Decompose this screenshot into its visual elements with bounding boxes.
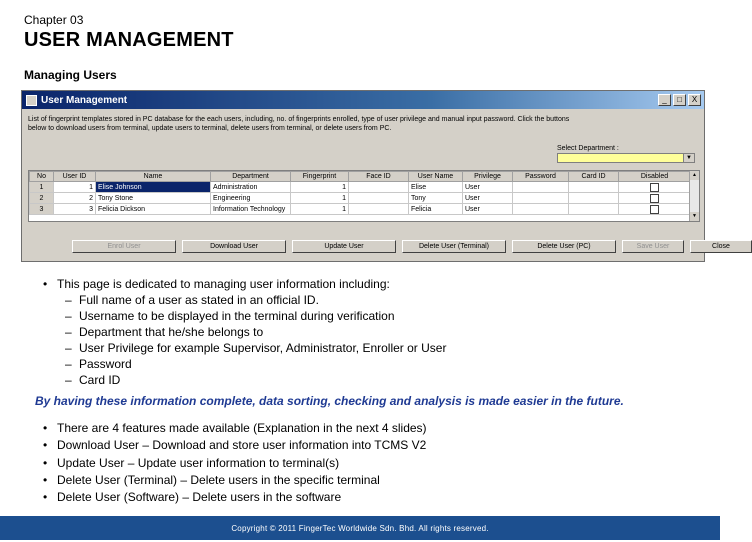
table-row[interactable]: [30, 182, 691, 193]
cell-password[interactable]: [513, 182, 569, 193]
list-item: [43, 472, 427, 489]
col-card-id[interactable]: Card ID: [569, 172, 619, 182]
bullet-icon: •: [43, 472, 48, 487]
list-item-text: Card ID: [79, 373, 121, 387]
list-item-text: Update User – Update user information to terminal(s): [57, 455, 340, 470]
dash-icon: –: [65, 309, 72, 323]
cell-user-id[interactable]: 2: [54, 193, 96, 204]
cell-user-name[interactable]: Tony: [409, 193, 463, 204]
cell-fingerprint: 1: [291, 204, 349, 215]
disabled-checkbox[interactable]: [650, 194, 659, 203]
close-button[interactable]: Close: [690, 240, 752, 253]
cell-no: 1: [30, 182, 54, 193]
cell-name[interactable]: Tony Stone: [96, 193, 211, 204]
dash-icon: –: [65, 325, 72, 339]
department-label: Select Department :: [557, 145, 619, 152]
list-item: [43, 372, 446, 388]
list-item-text: User Privilege for example Supervisor, Administrator, Enroller or User: [79, 341, 447, 355]
minimize-icon[interactable]: _: [658, 94, 671, 106]
cell-disabled: [619, 182, 691, 193]
cell-name[interactable]: Felicia Dickson: [96, 204, 211, 215]
list-item: [43, 308, 446, 324]
table-header-row: [30, 172, 691, 182]
scroll-up-icon[interactable]: ▲: [690, 171, 699, 180]
cell-department[interactable]: Information Technology: [211, 204, 291, 215]
list-item-text: Department that he/she belongs to: [79, 325, 264, 339]
cell-card-id[interactable]: [569, 193, 619, 204]
cell-user-name[interactable]: Felicia: [409, 204, 463, 215]
intro-bullet: [43, 276, 446, 292]
window-controls: [658, 94, 701, 106]
col-user-name[interactable]: User Name: [409, 172, 463, 182]
delete-user-terminal-button[interactable]: Delete User (Terminal): [402, 240, 506, 253]
col-name[interactable]: Name: [96, 172, 211, 182]
chapter-label: Chapter 03: [24, 13, 84, 27]
page-title: USER MANAGEMENT: [24, 29, 234, 51]
col-department[interactable]: Department: [211, 172, 291, 182]
window-titlebar: [22, 91, 704, 109]
window-description: List of fingerprint templates stored in PC database for the each users, including, no. of fingerprints enrolled, type of user privilege and manual input password. Click the buttons below to download users from terminal, update users to terminal, delete users from terminal, or delete users from PC.: [28, 116, 570, 132]
cell-user-id[interactable]: 1: [54, 182, 96, 193]
bullet-icon: •: [43, 277, 48, 291]
close-icon[interactable]: X: [688, 94, 701, 106]
copyright-footer: Copyright © 2011 FingerTec Worldwide Sdn. Bhd. All rights reserved.: [0, 516, 720, 540]
col-user-id[interactable]: User ID: [54, 172, 96, 182]
cell-card-id[interactable]: [569, 182, 619, 193]
cell-user-id[interactable]: 3: [54, 204, 96, 215]
bullet-icon: •: [43, 455, 48, 470]
bullet-icon: •: [43, 421, 48, 435]
delete-user-pc-button[interactable]: Delete User (PC): [512, 240, 616, 253]
col-privilege[interactable]: Privilege: [463, 172, 513, 182]
user-table: [28, 170, 700, 222]
user-management-window: [21, 90, 730, 262]
dash-icon: –: [65, 341, 72, 355]
maximize-icon[interactable]: □: [673, 94, 686, 106]
list-item-text: Password: [79, 357, 132, 371]
list-item-text: Username to be displayed in the terminal during verification: [79, 309, 395, 323]
dash-icon: –: [65, 373, 72, 387]
cell-fingerprint: 1: [291, 193, 349, 204]
cell-card-id[interactable]: [569, 204, 619, 215]
cell-fingerprint: 1: [291, 182, 349, 193]
emphasis-note: By having these information complete, data sorting, checking and analysis is made easier in the future.: [35, 394, 624, 408]
dash-icon: –: [65, 357, 72, 371]
disabled-checkbox[interactable]: [650, 183, 659, 192]
disabled-checkbox[interactable]: [650, 205, 659, 214]
enrol-user-button[interactable]: Enrol User: [72, 240, 176, 253]
chevron-down-icon[interactable]: ▼: [683, 154, 694, 162]
col-disabled[interactable]: Disabled: [619, 172, 691, 182]
vertical-scrollbar[interactable]: [689, 171, 699, 221]
list-item: [43, 356, 446, 372]
list-item: [43, 292, 446, 308]
download-user-button[interactable]: Download User: [182, 240, 286, 253]
cell-disabled: [619, 193, 691, 204]
dash-icon: –: [65, 293, 72, 307]
cell-department[interactable]: Administration: [211, 182, 291, 193]
cell-department[interactable]: Engineering: [211, 193, 291, 204]
bullet-icon: •: [43, 490, 48, 505]
table-row[interactable]: [30, 204, 691, 215]
cell-password[interactable]: [513, 193, 569, 204]
scroll-down-icon[interactable]: ▼: [690, 212, 699, 221]
app-icon: [26, 95, 37, 106]
save-user-button[interactable]: Save User: [622, 240, 684, 253]
features-list: [43, 420, 427, 506]
department-select[interactable]: [557, 153, 695, 163]
list-item-text: Full name of a user as stated in an official ID.: [79, 293, 319, 307]
intro-bullet-text: This page is dedicated to managing user information including:: [57, 277, 390, 291]
list-item: [43, 340, 446, 356]
cell-disabled: [619, 204, 691, 215]
table-row[interactable]: [30, 193, 691, 204]
list-item: [43, 324, 446, 340]
cell-name[interactable]: Elise Johnson: [96, 182, 211, 193]
intro-list: [43, 276, 446, 388]
cell-user-name[interactable]: Elise: [409, 182, 463, 193]
list-item-text: Delete User (Terminal) – Delete users in the specific terminal: [57, 472, 380, 487]
cell-no: 2: [30, 193, 54, 204]
col-no[interactable]: No: [30, 172, 54, 182]
list-item-text: Download User – Download and store user information into TCMS V2: [57, 438, 427, 453]
list-item: [43, 489, 427, 506]
list-item-text: There are 4 features made available (Explanation in the next 4 slides): [57, 421, 427, 435]
cell-no: 3: [30, 204, 54, 215]
cell-privilege[interactable]: User: [463, 193, 513, 204]
list-item: [43, 437, 427, 454]
col-face-id[interactable]: Face ID: [349, 172, 409, 182]
section-subtitle: Managing Users: [24, 68, 117, 82]
window-title: User Management: [41, 94, 128, 106]
window-button-row: [72, 240, 752, 253]
update-user-button[interactable]: Update User: [292, 240, 396, 253]
cell-password[interactable]: [513, 204, 569, 215]
list-item: [43, 455, 427, 472]
cell-face-id: [349, 182, 409, 193]
cell-privilege[interactable]: User: [463, 182, 513, 193]
col-fingerprint[interactable]: Fingerprint: [291, 172, 349, 182]
cell-face-id: [349, 193, 409, 204]
col-password[interactable]: Password: [513, 172, 569, 182]
cell-face-id: [349, 204, 409, 215]
bullet-icon: •: [43, 438, 48, 453]
cell-privilege[interactable]: User: [463, 204, 513, 215]
list-item: [43, 420, 427, 437]
list-item-text: Delete User (Software) – Delete users in the software: [57, 490, 342, 505]
